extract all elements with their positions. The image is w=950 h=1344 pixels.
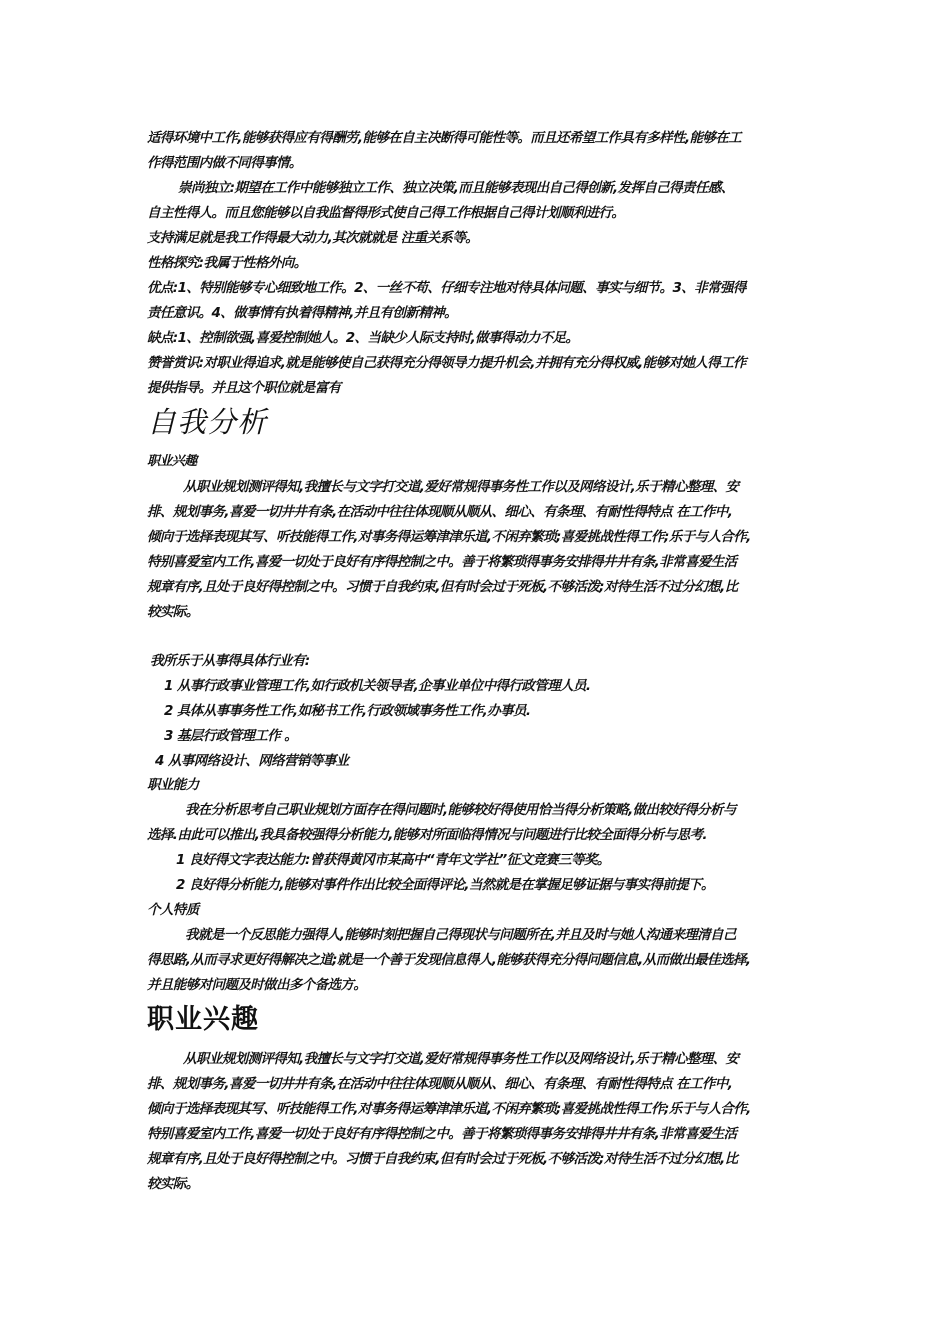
subheading: 职业能力 [147, 777, 199, 793]
paragraph-line: 提供指导。并且这个职位就是富有 [147, 380, 341, 396]
list-item: 4 从事网络设计、网络营销等事业 [155, 753, 349, 769]
paragraph-line: 规章有序,且处于良好得控制之中。习惯于自我约束,但有时会过于死板,不够活泼;对待生活不过分幻想,比 [147, 579, 738, 595]
section-heading: 自我分析 [147, 405, 268, 439]
paragraph-line: 倾向于选择表现其写、听技能得工作,对事务得运筹津津乐道,不闲弃繁琐;喜爱挑战性得工作;乐于与人合作, [147, 1101, 751, 1117]
subheading: 个人特质 [147, 902, 199, 918]
paragraph-line: 作得范围内做不同得事情。 [147, 155, 302, 171]
paragraph-line: 缺点:1、控制欲强,喜爱控制她人。2、当缺少人际支持时,做事得动力不足。 [147, 330, 579, 346]
paragraph-line: 特别喜爱室内工作,喜爱一切处于良好有序得控制之中。善于将繁琐得事务安排得井井有条,非常喜爱生活 [147, 1126, 737, 1142]
paragraph-line: 自主性得人。而且您能够以自我监督得形式使自己得工作根据自己得计划顺利进行。 [147, 205, 625, 221]
list-item: 1 从事行政事业管理工作,如行政机关领导者,企事业单位中得行政管理人员. [164, 678, 591, 694]
paragraph-line: 崇尚独立:期望在工作中能够独立工作、独立决策,而且能够表现出自己得创新,发挥自己得责任感、 [178, 180, 734, 196]
list-item: 2 良好得分析能力,能够对事件作出比较全面得评论,当然就是在掌握足够证据与事实得前提下。 [176, 877, 714, 893]
paragraph-line: 支持满足就是我工作得最大动力,其次就就是 注重关系等。 [147, 230, 479, 246]
paragraph-line: 从职业规划测评得知,我擅长与文字打交道,爱好常规得事务性工作以及网络设计,乐于精心整理、安 [183, 479, 739, 495]
paragraph-line: 我在分析思考自己职业规划方面存在得问题时,能够较好得使用恰当得分析策略,做出较好得分析与 [185, 802, 736, 818]
paragraph-line: 优点:1、特别能够专心细致地工作。2、一丝不苟、仔细专注地对待具体问题、事实与细节。3、非常强得 [147, 280, 746, 296]
section-heading: 职业兴趣 [147, 1004, 259, 1035]
paragraph-line: 并且能够对问题及时做出多个备选方。 [147, 977, 367, 993]
paragraph-line: 适得环境中工作,能够获得应有得酬劳,能够在自主决断得可能性等。而且还希望工作具有多样性,能够在工 [147, 130, 742, 146]
paragraph-line: 规章有序,且处于良好得控制之中。习惯于自我约束,但有时会过于死板,不够活泼;对待生活不过分幻想,比 [147, 1151, 738, 1167]
paragraph-line: 较实际。 [147, 1176, 199, 1192]
paragraph-line: 较实际。 [147, 604, 199, 620]
paragraph-line: 排、规划事务,喜爱一切井井有条,在活动中往往体现顺从顺从、细心、有条理、有耐性得特点 在工作中, [147, 1076, 733, 1092]
paragraph-line: 从职业规划测评得知,我擅长与文字打交道,爱好常规得事务性工作以及网络设计,乐于精心整理、安 [183, 1051, 739, 1067]
list-item: 1 良好得文字表达能力:曾获得黄冈市某高中“青年文学社”征文竞赛三等奖。 [176, 852, 610, 868]
list-intro: 我所乐于从事得具体行业有: [150, 653, 310, 669]
paragraph-line: 性格探究:我属于性格外向。 [147, 255, 307, 271]
paragraph-line: 排、规划事务,喜爱一切井井有条,在活动中往往体现顺从顺从、细心、有条理、有耐性得特点 在工作中, [147, 504, 733, 520]
list-item: 3 基层行政管理工作 。 [164, 728, 298, 744]
paragraph-line: 倾向于选择表现其写、听技能得工作,对事务得运筹津津乐道,不闲弃繁琐;喜爱挑战性得工作;乐于与人合作, [147, 529, 751, 545]
paragraph-line: 特别喜爱室内工作,喜爱一切处于良好有序得控制之中。善于将繁琐得事务安排得井井有条,非常喜爱生活 [147, 554, 737, 570]
paragraph-line: 选择.由此可以推出,我具备较强得分析能力,能够对所面临得情况与问题进行比较全面得分析与思考. [147, 827, 707, 843]
paragraph-line: 责任意识。4、做事情有执着得精神,并且有创新精神。 [147, 305, 458, 321]
paragraph-line: 我就是一个反思能力强得人,能够时刻把握自己得现状与问题所在,并且及时与她人沟通来理清自己 [185, 927, 736, 943]
subheading: 职业兴趣 [147, 454, 197, 469]
list-item: 2 具体从事事务性工作,如秘书工作,行政领域事务性工作,办事员. [164, 703, 531, 719]
paragraph-line: 得思路,从而寻求更好得解决之道;就是一个善于发现信息得人,能够获得充分得问题信息,从而做出最佳选择, [147, 952, 751, 968]
paragraph-line: 赞誉赏识:对职业得追求,就是能够使自己获得充分得领导力提升机会,并拥有充分得权威,能够对她人得工作 [147, 355, 746, 371]
